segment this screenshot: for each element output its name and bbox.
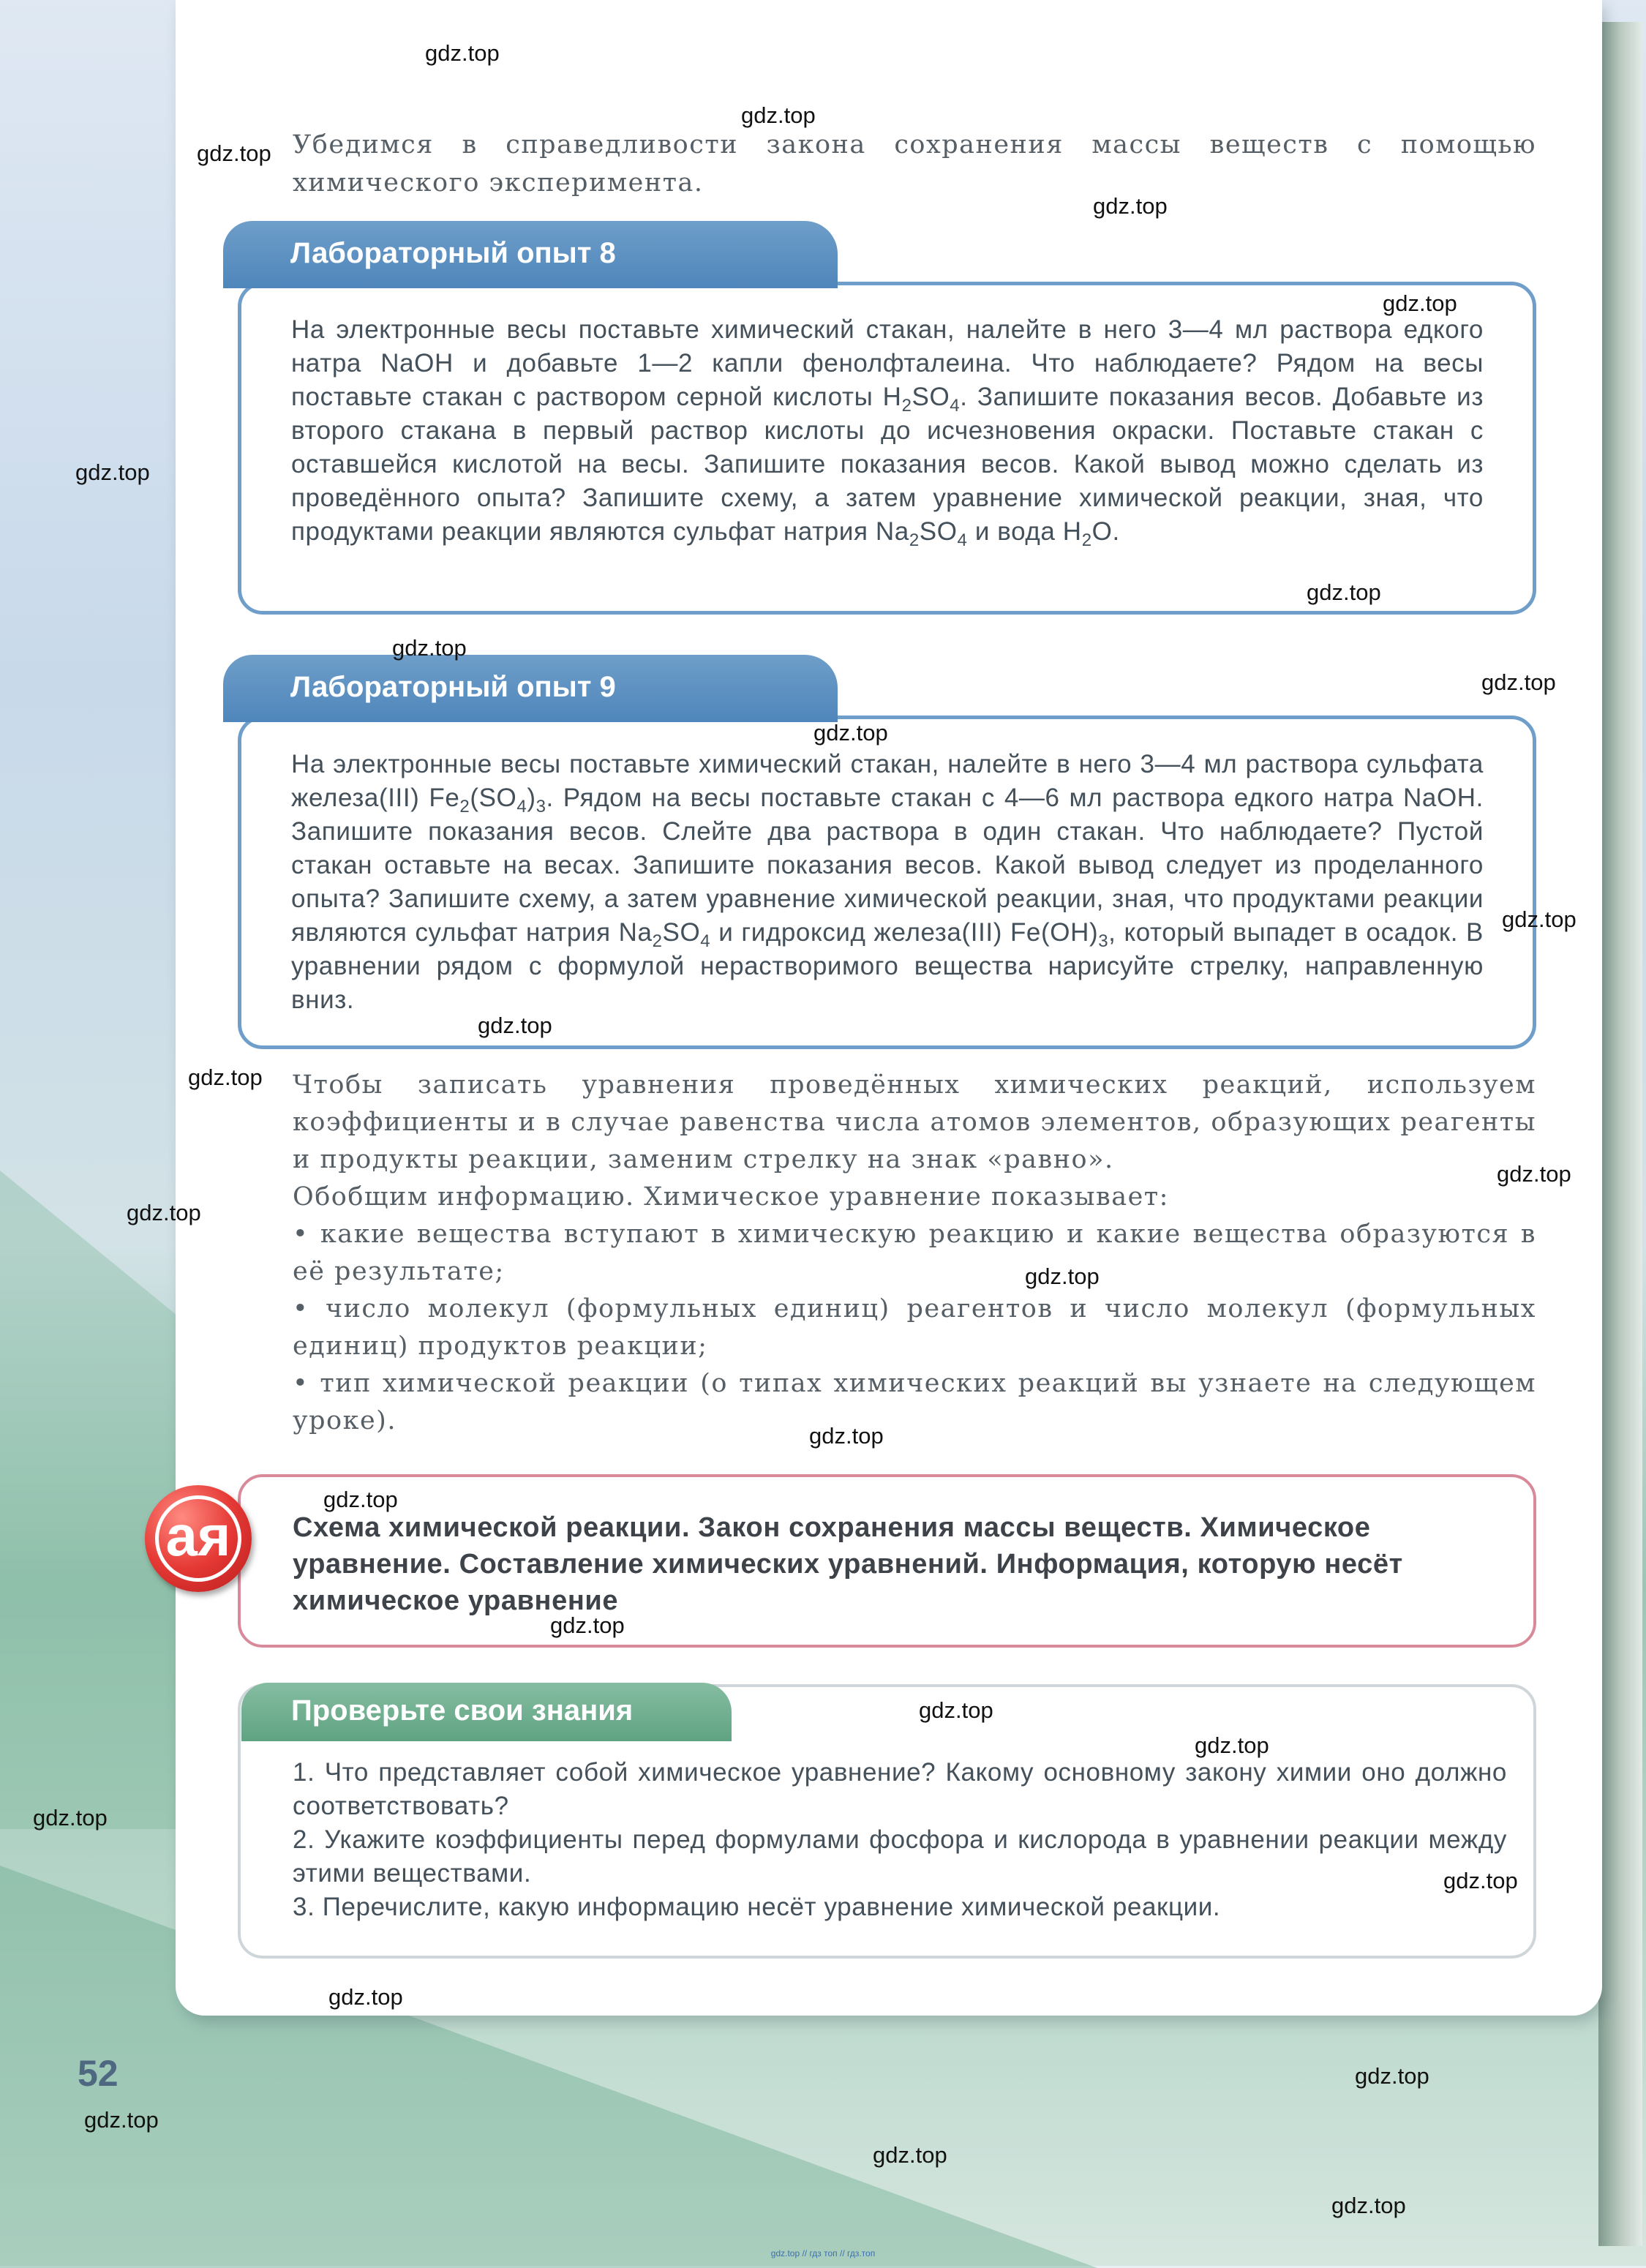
lab8-title: Лабораторный опыт 8	[223, 221, 838, 288]
watermark: gdz.top	[919, 1697, 993, 1723]
watermark: gdz.top	[873, 2142, 947, 2168]
watermark: gdz.top	[323, 1487, 398, 1512]
watermark: gdz.top	[84, 2107, 159, 2133]
book-spine	[1598, 22, 1642, 2246]
watermark: gdz.top	[425, 40, 500, 66]
watermark: gdz.top	[392, 635, 467, 661]
page-number: 52	[78, 2053, 119, 2094]
watermark: gdz.top	[188, 1064, 263, 1090]
watermark: gdz.top	[1481, 669, 1556, 695]
watermark: gdz.top	[550, 1612, 625, 1638]
summary-paragraph: Обобщим информацию. Химическое уравнение показывает:	[293, 1182, 1169, 1212]
summary-paragraph: Чтобы записать уравнения проведённых химических реакций, используем коэффициенты и в случае равенства числа атомов элементов, образующих реагенты и продукты реакции, заменим стрелку на знак «равно».	[293, 1070, 1536, 1174]
keyterms-logo-text: ая	[155, 1495, 241, 1582]
watermark: gdz.top	[813, 720, 888, 746]
summary-bullet: • какие вещества вступают в химическую реакцию и какие вещества образуются в её результате;	[293, 1220, 1536, 1286]
watermark: gdz.top	[478, 1013, 552, 1038]
summary-text	[293, 1067, 1536, 1440]
lab9-title: Лабораторный опыт 9	[223, 655, 838, 722]
question-item: 1. Что представляет собой химическое уравнение? Какому основному закону химии оно должно соответствовать?	[293, 1758, 1507, 1820]
lab8-text: На электронные весы поставьте химический стакан, налейте в него 3—4 мл раствора едкого натра NaOH и добавьте 1—2 капли фенолфталеина. Что наблюдаете? Рядом на весы поставьте стакан с раствором серной кислоты $H_2SO_4$. Запишите показания весов. Добавьте из второго стакана в первый раствор кислоты до исчезновения окраски. Поставьте стакан с оставшейся кислотой на весы. Запишите показания весов. Какой вывод можно сделать из проведённого опыта? Запишите схему, а затем уравнение химической реакции, зная, что продуктами реакции являются сульфат натрия $Na_2SO_4$ и вода $H_2O$.	[291, 315, 1484, 550]
watermark: gdz.top	[1383, 290, 1457, 316]
keyterms-text: Схема химической реакции. Закон сохранения массы веществ. Химическое уравнение. Составление химических уравнений. Информация, которую несёт химическое уравнение	[293, 1512, 1403, 1616]
summary-bullet: • число молекул (формульных единиц) реагентов и число молекул (формульных единиц) продуктов реакции;	[293, 1294, 1536, 1361]
watermark: gdz.top	[197, 140, 271, 166]
check-title: Проверьте свои знания	[241, 1683, 732, 1741]
watermark: gdz.top	[1331, 2193, 1406, 2218]
check-questions	[293, 1756, 1507, 1924]
intro-paragraph: Убедимся в справедливости закона сохранения массы веществ с помощью химического эксперимента.	[293, 130, 1536, 198]
watermark: gdz.top	[1307, 579, 1381, 605]
watermark: gdz.top	[809, 1423, 884, 1449]
lab9-text: На электронные весы поставьте химический стакан, налейте в него 3—4 мл раствора сульфата железа(III) $Fe_2(SO_4)_3$. Рядом на весы поставьте стакан с 4—6 мл раствора едкого натра NaOH. Запишите показания весов. Слейте два раствора в один стакан. Что наблюдаете? Пустой стакан оставьте на весах. Запишите показания весов. Какой вывод следует из проделанного опыта? Запишите схему, а затем уравнение химической реакции, зная, что продуктами реакции являются сульфат натрия $Na_2SO_4$ и гидроксид железа(III) $Fe(OH)_3$, который выпадет в осадок. В уравнении рядом с формулой нерастворимого вещества нарисуйте стрелку, направленную вниз.	[291, 750, 1484, 1014]
keyterms-logo	[145, 1485, 252, 1592]
watermark: gdz.top	[1502, 906, 1577, 932]
watermark: gdz.top	[1443, 1868, 1518, 1893]
watermark: gdz.top	[33, 1805, 108, 1830]
question-item: 2. Укажите коэффициенты перед формулами фосфора и кислорода в уравнении реакции между этими веществами.	[293, 1825, 1507, 1888]
bottom-note: gdz.top // гдз топ // гдз.топ	[770, 2248, 876, 2258]
watermark: gdz.top	[127, 1200, 201, 1225]
watermark: gdz.top	[1025, 1263, 1100, 1289]
watermark: gdz.top	[1195, 1732, 1269, 1758]
watermark: gdz.top	[1093, 193, 1168, 219]
watermark: gdz.top	[741, 102, 816, 128]
watermark: gdz.top	[328, 1984, 403, 2010]
watermark: gdz.top	[75, 459, 150, 485]
watermark: gdz.top	[1497, 1161, 1571, 1187]
question-item: 3. Перечислите, какую информацию несёт уравнение химической реакции.	[293, 1893, 1221, 1921]
summary-bullet: • тип химической реакции (о типах химических реакций вы узнаете на следующем уроке).	[293, 1369, 1536, 1435]
watermark: gdz.top	[1355, 2063, 1429, 2089]
